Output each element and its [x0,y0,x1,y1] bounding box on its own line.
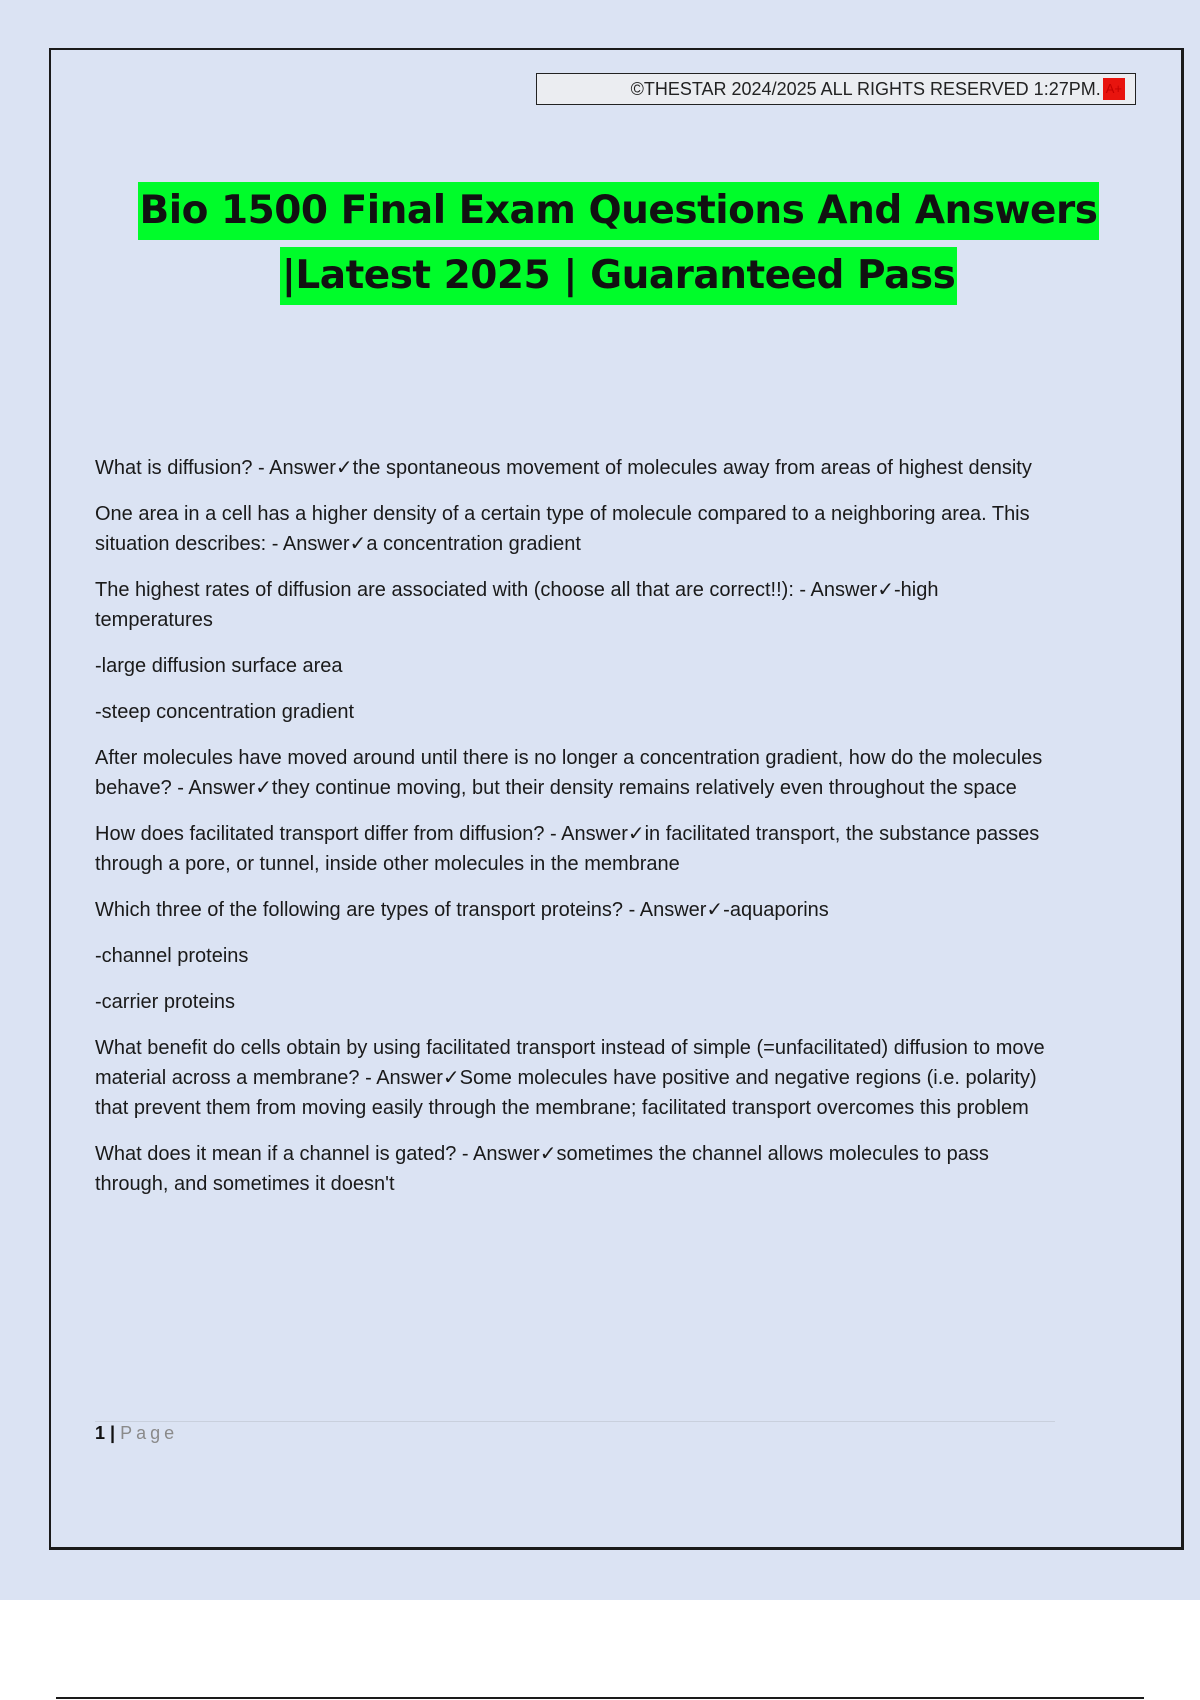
qa-paragraph: The highest rates of diffusion are associated with (choose all that are correct!!): - Answer✓-high temperatures [95,579,939,631]
qa-list-item: -large diffusion surface area [95,655,343,677]
page-number: 1 [95,1423,106,1443]
page-label: Page [120,1423,179,1443]
document-title [51,182,1186,312]
footer-divider [95,1421,1055,1422]
copyright-header [536,73,1136,105]
qa-paragraph: Which three of the following are types of transport proteins? - Answer✓-aquaporins [95,899,829,921]
qa-list-item: -carrier proteins [95,991,236,1013]
grade-badge: A+ [1103,78,1125,100]
qa-paragraph: How does facilitated transport differ from diffusion? - Answer✓in facilitated transport, the substance passes through a pore, or tunnel, inside other molecules in the membrane [95,823,1040,875]
title-line-2: |Latest 2025 | Guaranteed Pass [280,247,958,305]
qa-paragraph: After molecules have moved around until there is no longer a concentration gradient, how do the molecules behave? - Answer✓they continue moving, but their density remains relatively even throughout the space [95,747,1043,799]
qa-list-item: -channel proteins [95,945,249,967]
qa-paragraph: One area in a cell has a higher density of a certain type of molecule compared to a neighboring area. This situation describes: - Answer✓a concentration gradient [95,503,1030,555]
qa-paragraph: What does it mean if a channel is gated? - Answer✓sometimes the channel allows molecules to pass through, and sometimes it doesn't [95,1143,989,1195]
qa-paragraph: What is diffusion? - Answer✓the spontaneous movement of molecules away from areas of highest density [95,457,1032,479]
qa-paragraph: What benefit do cells obtain by using facilitated transport instead of simple (=unfacilitated) diffusion to move material across a membrane? - Answer✓Some molecules have positive and negative regions (i.e. polarity) that prevent them from moving easily through the membrane; facilitated transport overcomes this problem [95,1037,1045,1119]
page-footer [95,1423,178,1444]
bottom-divider [56,1697,1144,1699]
qa-list-item: -steep concentration gradient [95,701,355,723]
page-separator: | [110,1423,116,1443]
title-line-1: Bio 1500 Final Exam Questions And Answers [138,182,1100,240]
qa-content [95,453,1055,1215]
copyright-text: ©THESTAR 2024/2025 ALL RIGHTS RESERVED 1:27PM. [630,78,1101,99]
